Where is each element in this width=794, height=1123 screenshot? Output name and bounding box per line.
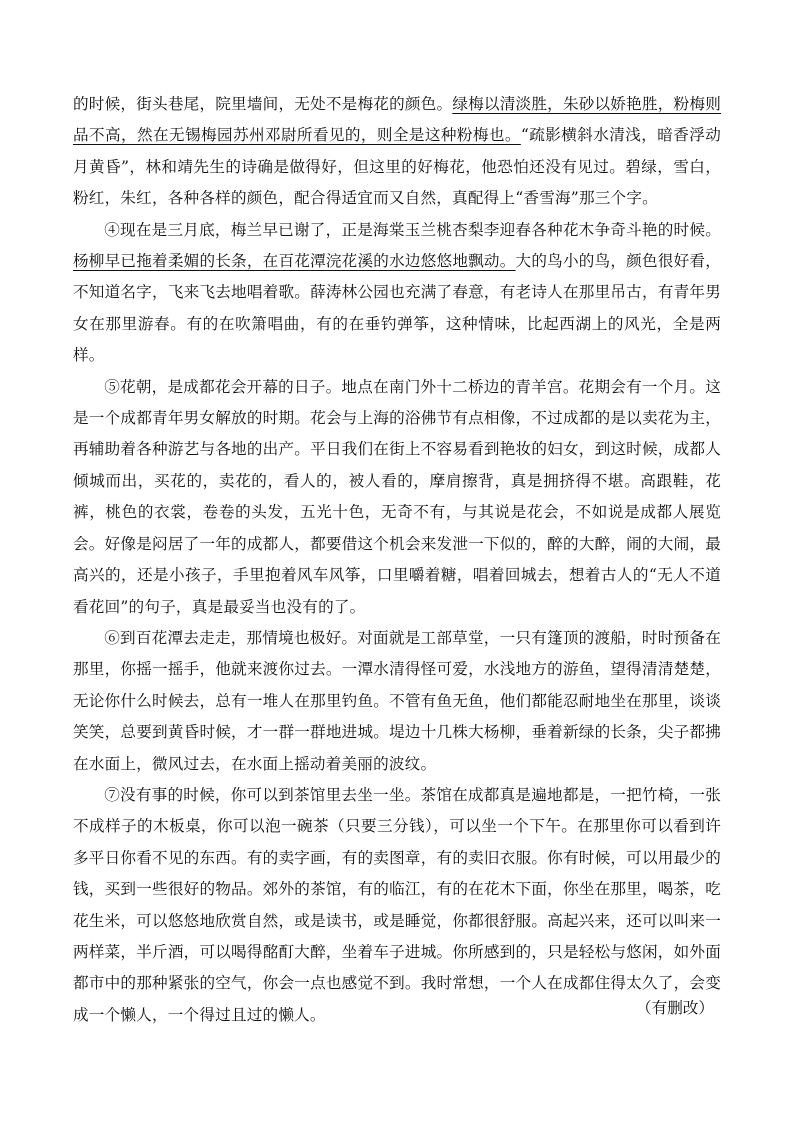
- text-segment: ⑤花朝，是成都花会开幕的日子。地点在南门外十二桥边的青羊宫。花期会有一个月。这是一个成都青年男女解放的时期。花会与上海的浴佛节有点相像，不过成都的是以卖花为主，再辅助着各种游艺与各地的出产。平日我们在街上不容易看到艳妆的妇女，到这时候，成都人倾城而出，买花的，卖花的，看人的，被人看的，摩肩擦背，真是拥挤得不堪。高跟鞋，花裤，桃色的衣裳，卷卷的头发，五光十色，无奇不有，与其说是花会，不如说是成都人展览会。好像是闷居了一年的成都人，都要借这个机会来发泄一下似的，醉的大醉，闹的大闹，最高兴的，还是小孩子，手里抱着风车风筝，口里嚼着糖，唱着回城去，想着古人的“无人不道看花回”的句子，真是最妥当也没有的了。: [73, 377, 721, 616]
- text-segment: 大的鸟小的鸟，颜色很好看，不知道名字，飞来飞去地唱着歌。薛涛林公园也充满了春意，有老诗人在那里吊古，有青年男女在那里游春。有的在吹箫唱曲，有的在垂钓弹筝，这种情味，比起西湖上的风光，全是两样。: [73, 252, 721, 365]
- source-note: （有删改）: [636, 999, 714, 1017]
- text-segment: 的时候，街头巷尾，院里墙间，无处不是梅花的颜色。: [73, 95, 453, 113]
- underlined-sentence: 绿梅以清淡胜，朱砂以娇艳胜，粉梅则品不高，然在无锡梅园苏州邓尉所看见的，则全是这种粉梅也。: [73, 95, 721, 145]
- article-body: [73, 89, 721, 1031]
- paragraph-continued: [73, 89, 721, 215]
- text-segment: “疏影横斜水清浅，暗香浮动月黄昏”，林和靖先生的诗确是做得好，但这里的好梅花，他恐怕还没有见过。碧绿，雪白，粉红，朱红，各种各样的颜色，配合得适宜而又自然，真配得上“香雪海”那三个字。: [73, 126, 721, 208]
- underlined-sentence: 杨柳早已拖着柔媚的长条，在百花潭浣花溪的水边悠悠地飘动。: [73, 252, 516, 271]
- text-segment: ⑥到百花潭去走走，那情境也极好。对面就是工部草堂，一只有篷顶的渡船，时时预备在那里，你摇一摇手，他就来渡你过去。一潭水清得怪可爱，水浅地方的游鱼，望得清清楚楚，无论你什么时候去，总有一堆人在那里钓鱼。不管有鱼无鱼，他们都能忍耐地坐在那里，谈谈笑笑，总要到黄昏时候，才一群一群地进城。堤边十几株大杨柳，垂着新绿的长条，尖子都拂在水面上，微风过去，在水面上摇动着美丽的波纹。: [73, 628, 721, 773]
- paragraph-6: [73, 623, 721, 780]
- text-segment: ⑦没有事的时候，你可以到茶馆里去坐一坐。茶馆在成都真是遍地都是，一把竹椅，一张不成样子的木板桌，你可以泡一碗茶（只要三分钱），可以坐一个下午。在那里你可以看到许多平日你看不见的东西。有的卖字画，有的卖图章，有的卖旧衣服。你有时候，可以用最少的钱，买到一些很好的物品。郊外的茶馆，有的临江，有的在花木下面，你坐在那里，喝茶，吃花生米，可以悠悠地欣赏自然，或是读书，或是睡觉，你都很舒服。高起兴来，还可以叫来一两样菜，半斤酒，可以喝得酩酊大醉，坐着车子进城。你所感到的，只是轻松与悠闲，如外面都市中的那种紧张的空气，你会一点也感觉不到。我时常想，一个人在成都住得太久了，会变成一个懒人，一个得过且过的懒人。: [73, 785, 721, 1024]
- text-segment: ④现在是三月底，梅兰早已谢了，正是海棠玉兰桃杏梨李迎春各种花木争奇斗艳的时候。: [104, 220, 721, 239]
- paragraph-5: [73, 372, 721, 623]
- paragraph-4: [73, 215, 721, 372]
- paragraph-7: [73, 780, 721, 1031]
